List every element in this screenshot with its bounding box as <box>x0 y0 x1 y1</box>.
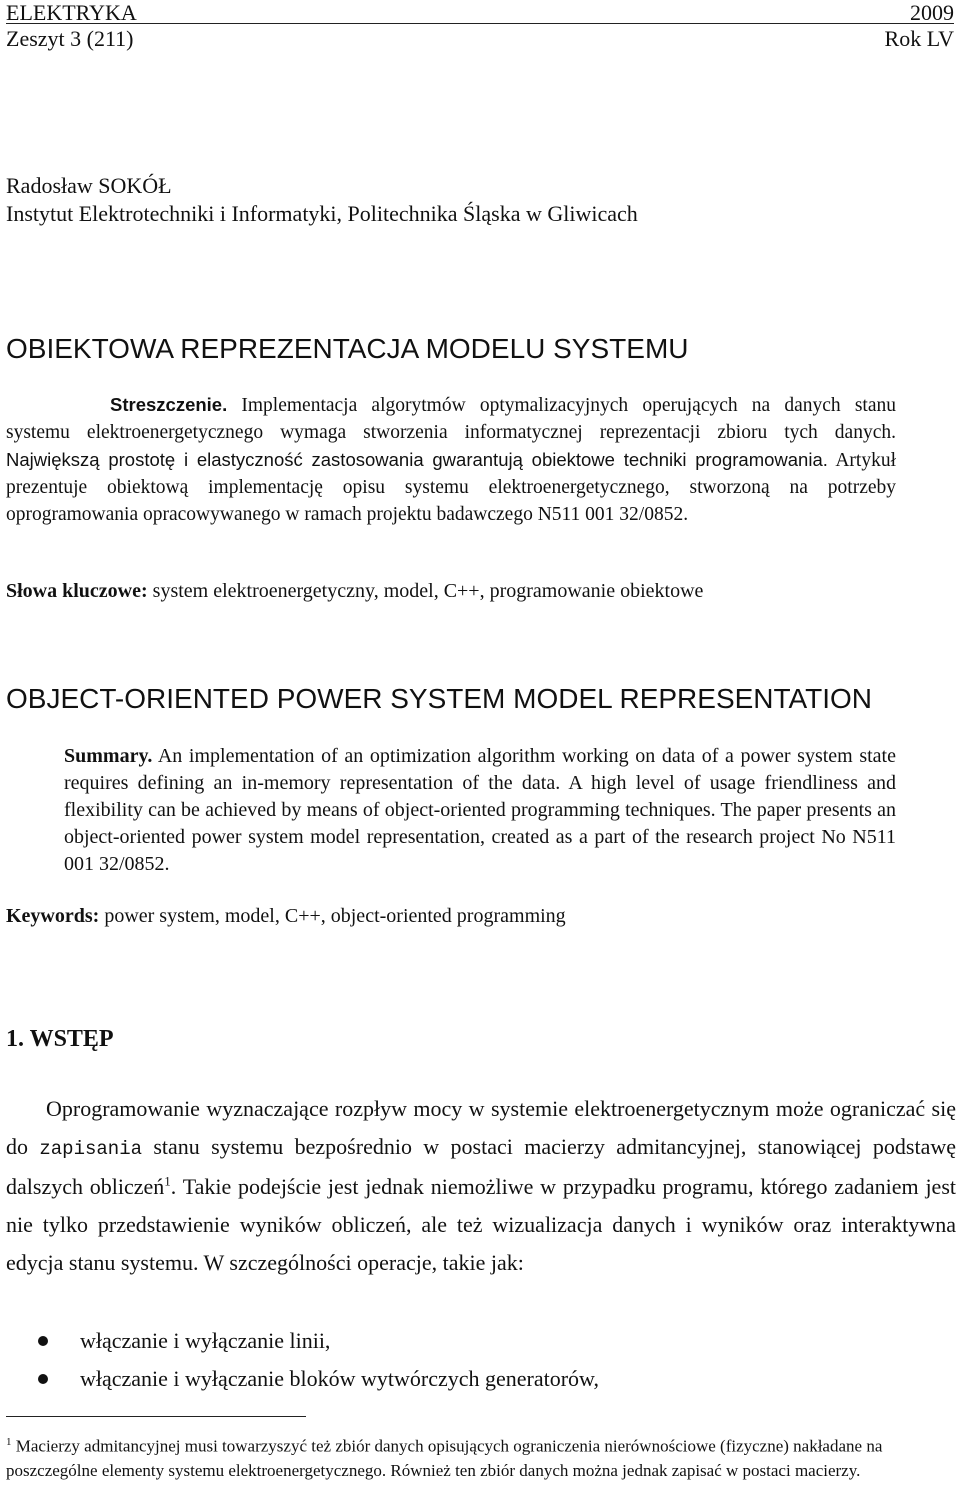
abstract-en-label: Summary. <box>64 745 153 767</box>
body-paragraph <box>6 1090 956 1282</box>
body-code-word: zapisania <box>39 1138 142 1160</box>
journal-year: 2009 <box>910 0 954 25</box>
abstract-en-text: An implementation of an optimization algorithm working on data of a power system state requires defining an in-memory representation of the data. A high level of usage friendliness and flexibility can be achieved by means of object-oriented programming techniques. The paper presents an object-oriented power system model representation, created as a part of the research project No N511 001 32/0852. <box>64 745 896 875</box>
abstract-pl-text-1: Implementacja algorytmów optymalizacyjnych operujących na danych stanu systemu elektroenergetycznego wymaga stworzenia informatycznej reprezentacji zbioru tych danych. <box>6 395 896 443</box>
bullet-list <box>6 1322 906 1398</box>
running-header <box>6 0 954 52</box>
list-item-text: włączanie i wyłączanie bloków wytwórczych generatorów, <box>80 1366 600 1391</box>
footnote <box>6 1430 926 1483</box>
keywords-en-label: Keywords: <box>6 905 100 927</box>
bullet-icon <box>38 1374 48 1384</box>
author-affiliation: Instytut Elektrotechniki i Informatyki, Politechnika Śląska w Gliwicach <box>6 201 638 226</box>
abstract-en <box>64 743 896 878</box>
keywords-en <box>6 902 566 930</box>
keywords-en-text: power system, model, C++, object-oriented programming <box>99 905 566 927</box>
keywords-pl-text: system elektroenergetyczny, model, C++, programowanie obiektowe <box>147 580 704 602</box>
list-item-text: włączanie i wyłączanie linii, <box>80 1328 331 1353</box>
list-item <box>6 1360 906 1398</box>
abstract-pl-text-2: Największą prostotę i elastyczność zastosowania gwarantują obiektowe techniki programowania. <box>6 449 828 470</box>
body-text-1: Oprogramowanie wyznaczające rozpływ mocy w systemie elektroenergetycznym może ograniczać się do <box>6 1096 956 1159</box>
keywords-pl-label: Słowa kluczowe: <box>6 580 148 602</box>
author-block <box>6 172 638 228</box>
journal-name: ELEKTRYKA <box>6 0 137 25</box>
header-rule <box>6 23 954 24</box>
paper-title-pl: OBIEKTOWA REPREZENTACJA MODELU SYSTEMU <box>6 333 689 364</box>
issue-number: Zeszyt 3 (211) <box>6 26 134 51</box>
body-text-2: stanu systemu bezpośrednio w postaci macierzy admitancyjnej, stanowiącej podstawę dalszych obliczeń <box>6 1134 957 1199</box>
footnote-text: Macierzy admitancyjnej musi towarzyszyć też zbiór danych opisujących ograniczenia nierównościowe (fizyczne) nakładane na poszczególne elementy systemu elektroenergetycznego. Również ten zbiór danych można jednak zapisać w postaci macierzy. <box>6 1436 883 1480</box>
keywords-pl <box>6 577 703 605</box>
footnote-mark: 1 <box>6 1436 12 1448</box>
section-heading: 1. WSTĘP <box>6 1026 114 1052</box>
list-item <box>6 1322 906 1360</box>
paper-title-en: OBJECT-ORIENTED POWER SYSTEM MODEL REPRESENTATION <box>6 683 873 714</box>
abstract-pl <box>6 391 896 528</box>
abstract-pl-label: Streszczenie. <box>110 394 228 415</box>
abstract-pl-text-3: Artykuł prezentuje obiektową implementację opisu systemu elektroenergetycznego, stworzoną na potrzeby oprogramowania opracowywanego w ramach projektu badawczego N511 001 32/0852. <box>6 450 896 525</box>
body-text-3: . Takie podejście jest jednak niemożliwe w przypadku programu, którego zadaniem jest nie tylko przedstawienie wyników obliczeń, ale też wizualizacja danych i wyników oraz interaktywna edycja stanu systemu. W szczególności operacje, takie jak: <box>6 1174 956 1275</box>
volume-number: Rok LV <box>884 26 954 51</box>
footnote-reference[interactable]: 1 <box>164 1173 171 1189</box>
bullet-icon <box>38 1336 48 1346</box>
author-name: Radosław SOKÓŁ <box>6 173 172 198</box>
footnote-rule <box>6 1416 306 1417</box>
